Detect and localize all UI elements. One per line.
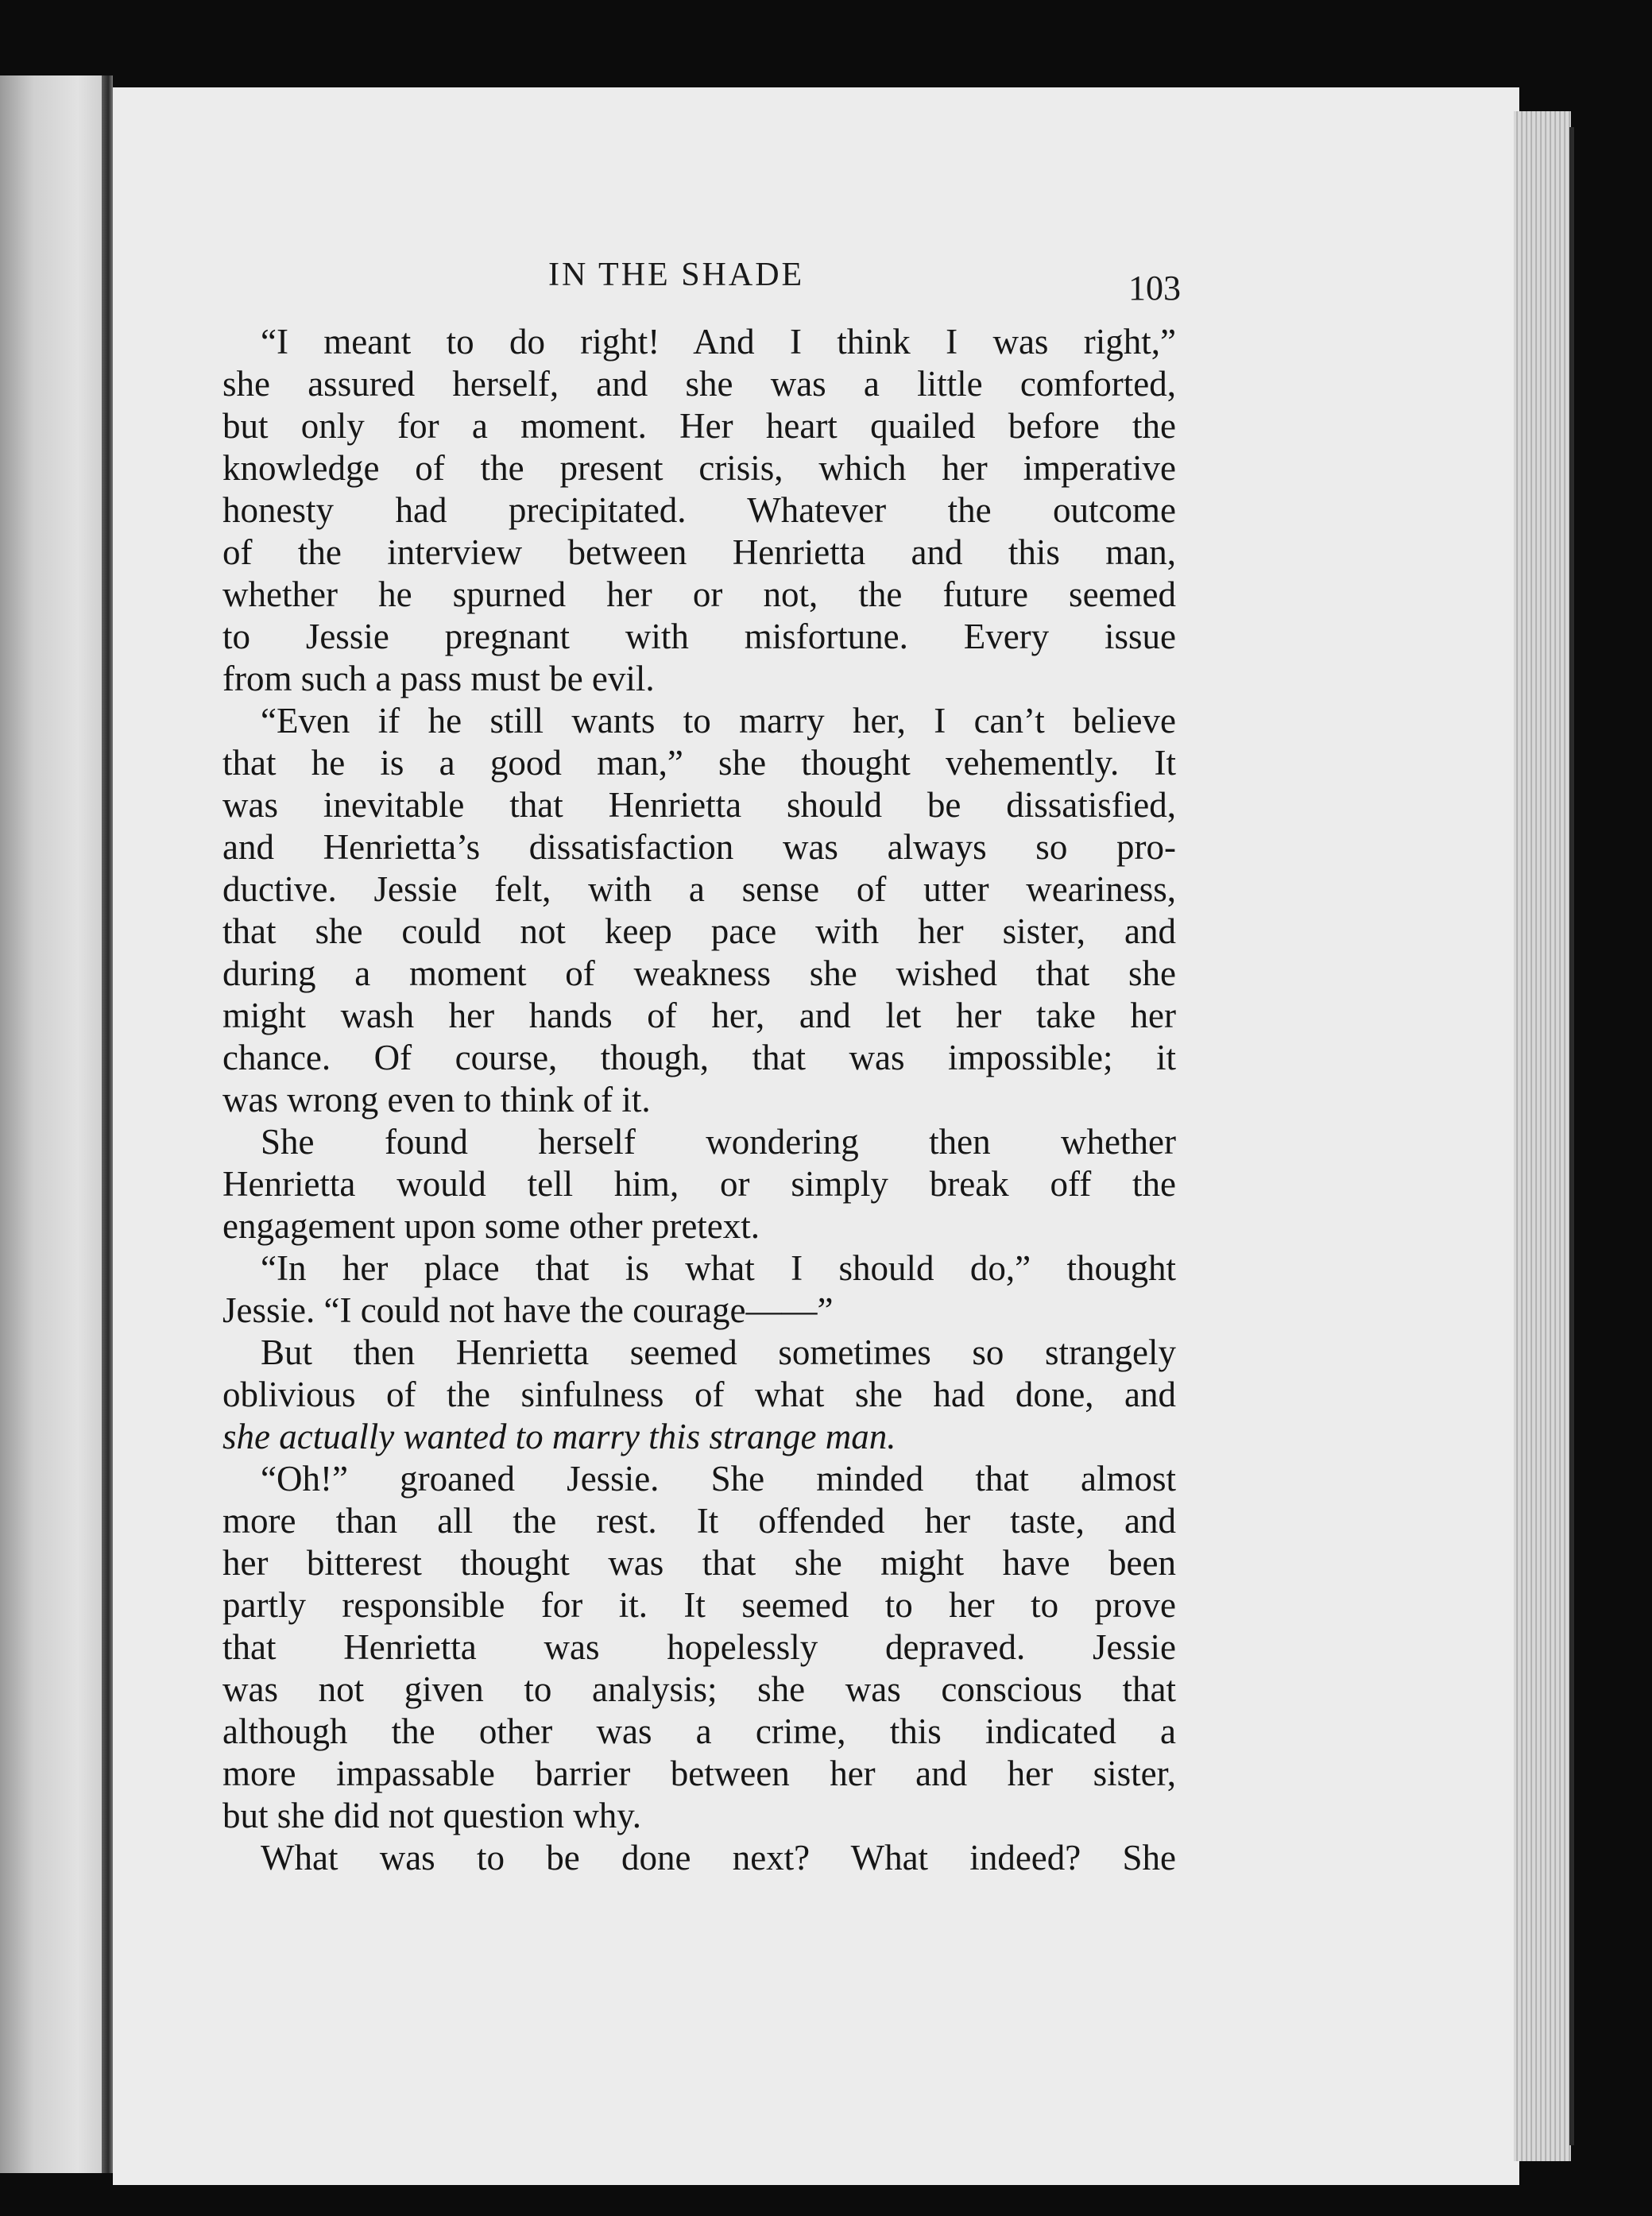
book-gutter [102, 75, 113, 2173]
text-line: might wash her hands of her, and let her take her [222, 996, 1176, 1035]
text-line: although the other was a crime, this indicated a [222, 1711, 1176, 1751]
text-line: partly responsible for it. It seemed to her to prove [222, 1585, 1176, 1625]
text-line: engagement upon some other pretext. [222, 1206, 760, 1246]
text-line: during a moment of weakness she wished that she [222, 953, 1176, 993]
text-line: “I meant to do right! And I think I was right,” [261, 322, 1176, 362]
text-line: She found herself wondering then whether [261, 1122, 1176, 1162]
body-text [222, 321, 1176, 1879]
text-line: more impassable barrier between her and her sister, [222, 1754, 1176, 1793]
text-line: that he is a good man,” she thought vehemently. It [222, 743, 1176, 783]
text-line: of the interview between Henrietta and this man, [222, 532, 1176, 572]
text-line: But then Henrietta seemed sometimes so strangely [261, 1332, 1176, 1372]
text-line: but only for a moment. Her heart quailed before the [222, 406, 1176, 446]
text-line: What was to be done next? What indeed? She [261, 1838, 1176, 1878]
text-line: but she did not question why. [222, 1796, 642, 1835]
text-line: more than all the rest. It offended her taste, and [222, 1501, 1176, 1541]
text-line: to Jessie pregnant with misfortune. Every issue [222, 617, 1176, 656]
running-head: IN THE SHADE [548, 257, 805, 293]
page-number: 103 [1128, 269, 1181, 307]
text-line: honesty had precipitated. Whatever the outcome [222, 490, 1176, 530]
text-line: “Oh!” groaned Jessie. She minded that almost [261, 1459, 1176, 1499]
text-line: “Even if he still wants to marry her, I can’t believe [261, 701, 1176, 741]
text-line: Jessie. “I could not have the courage——” [222, 1290, 834, 1330]
page-stack-edge [1514, 111, 1571, 2161]
text-line: ductive. Jessie felt, with a sense of utter weariness, [222, 869, 1176, 909]
book-cover-edge [1569, 127, 1574, 2145]
text-line: was inevitable that Henrietta should be dissatisfied, [222, 785, 1176, 825]
text-line: she actually wanted to marry this strange man. [222, 1417, 896, 1456]
text-line: was wrong even to think of it. [222, 1080, 651, 1120]
text-line: Henrietta would tell him, or simply break off the [222, 1164, 1176, 1204]
text-line: whether he spurned her or not, the future seemed [222, 574, 1176, 614]
text-line: from such a pass must be evil. [222, 659, 655, 698]
text-line: that Henrietta was hopelessly depraved. Jessie [222, 1627, 1176, 1667]
text-line: her bitterest thought was that she might have been [222, 1543, 1176, 1583]
text-line: knowledge of the present crisis, which her imperative [222, 448, 1176, 488]
text-line: oblivious of the sinfulness of what she had done, and [222, 1375, 1176, 1414]
text-line: “In her place that is what I should do,” thought [261, 1248, 1176, 1288]
text-line: chance. Of course, though, that was impossible; it [222, 1038, 1176, 1077]
text-line: that she could not keep pace with her sister, and [222, 911, 1176, 951]
left-page-edge [0, 75, 111, 2173]
text-line: she assured herself, and she was a little comforted, [222, 364, 1176, 404]
text-line: was not given to analysis; she was conscious that [222, 1669, 1176, 1709]
text-line: and Henrietta’s dissatisfaction was always so pro- [222, 827, 1176, 867]
